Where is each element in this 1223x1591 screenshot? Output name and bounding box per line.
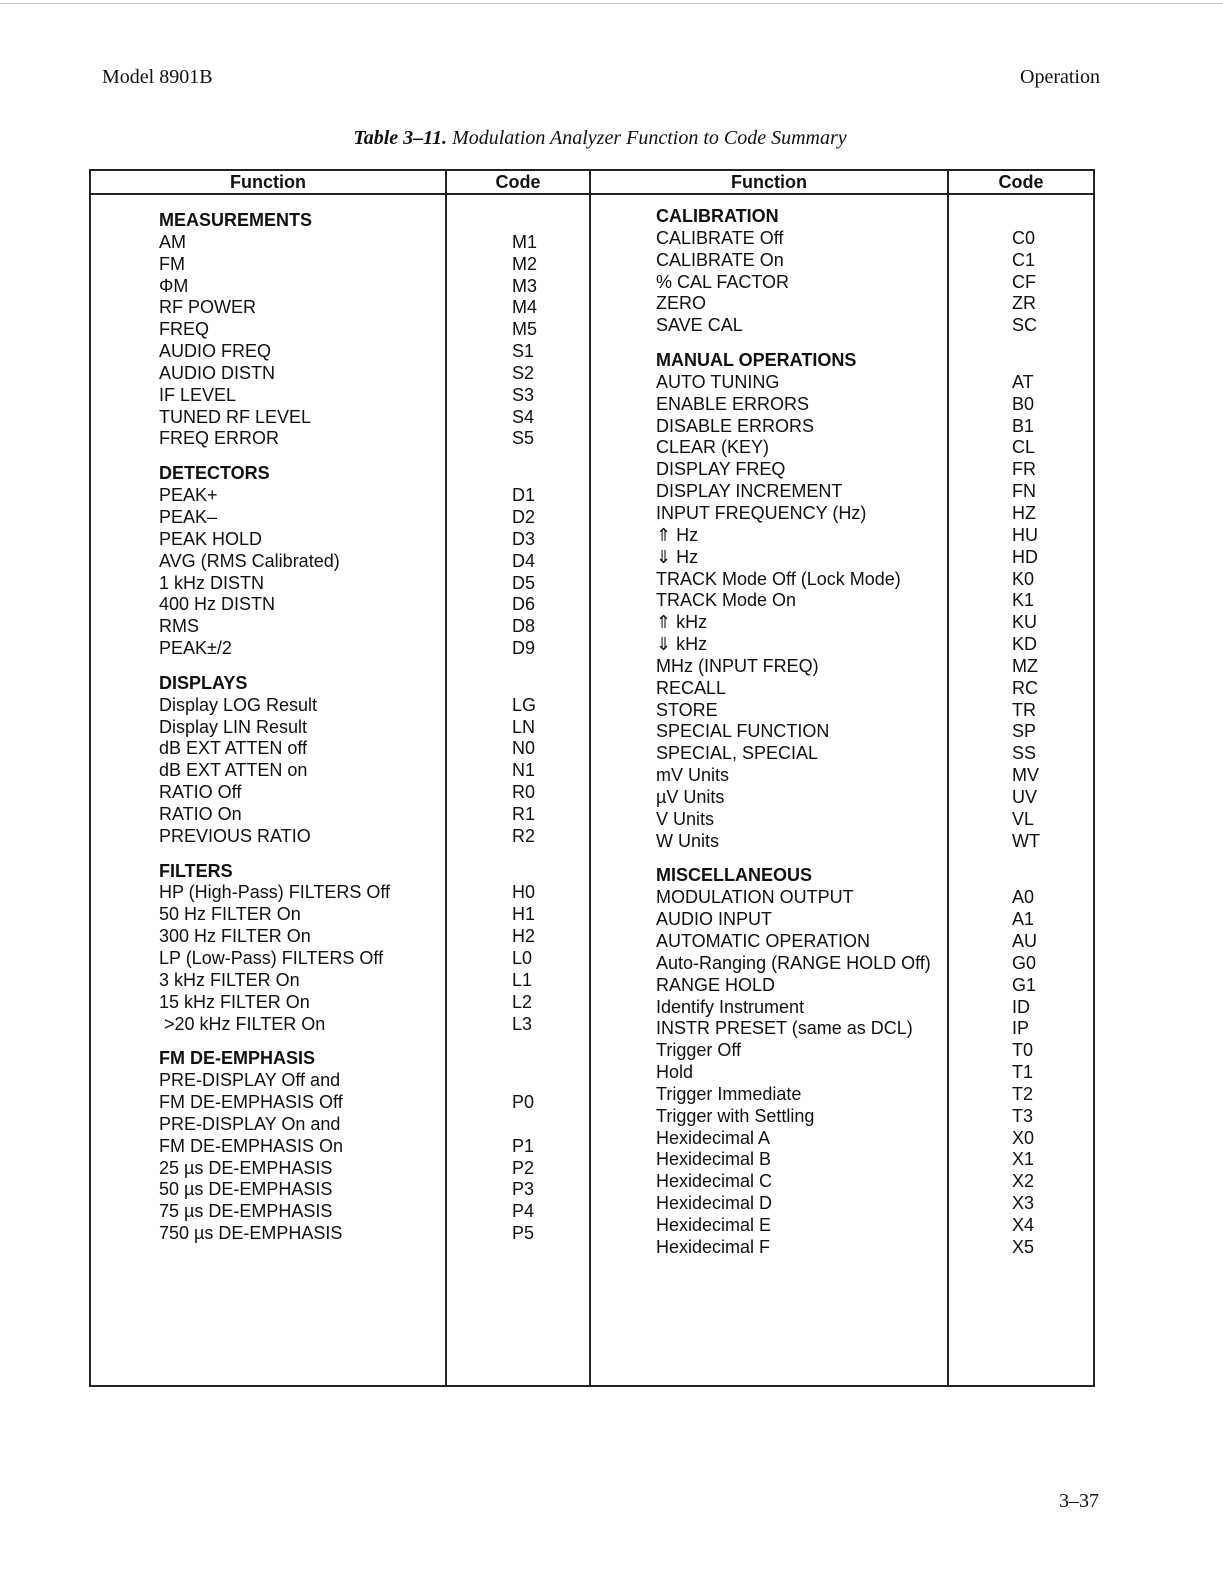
function-code: L1 <box>512 969 533 990</box>
function-name: Auto-Ranging (RANGE HOLD Off) <box>656 952 931 973</box>
function-name: IF LEVEL <box>159 384 237 405</box>
function-code: T1 <box>1012 1062 1034 1083</box>
function-code: B0 <box>1012 393 1035 414</box>
function-name: AUDIO DISTN <box>159 362 276 383</box>
function-name: 15 kHz FILTER On <box>159 991 310 1012</box>
function-name: ⇑ Hz <box>656 524 699 545</box>
function-name: PREVIOUS RATIO <box>159 825 311 846</box>
section-spacer <box>1012 337 1082 350</box>
function-code: S5 <box>512 428 535 449</box>
function-code: S4 <box>512 406 535 427</box>
function-code: P4 <box>512 1201 535 1222</box>
function-code: ID <box>1012 996 1030 1017</box>
function-code: HZ <box>1012 502 1036 523</box>
function-code: X2 <box>1012 1171 1035 1192</box>
function-name: CALIBRATE On <box>656 249 784 270</box>
function-name: FREQ <box>159 319 210 340</box>
function-name: RF POWER <box>159 297 256 318</box>
function-name: >20 kHz FILTER On <box>159 1013 326 1034</box>
section-spacer <box>1012 852 1082 865</box>
function-code: HU <box>1012 524 1038 545</box>
function-name: PEAK HOLD <box>159 528 263 549</box>
function-code: KU <box>1012 612 1038 633</box>
column-header-code-right: Code <box>998 172 1044 192</box>
table-title: Modulation Analyzer Function to Code Summary <box>452 127 847 149</box>
function-code: H2 <box>512 926 536 947</box>
function-code: T2 <box>1012 1083 1034 1104</box>
function-name: Hexidecimal C <box>656 1171 773 1192</box>
function-code: KD <box>1012 634 1038 655</box>
function-name: FM DE-EMPHASIS Off <box>159 1092 343 1113</box>
function-code: D3 <box>512 528 536 549</box>
function-code: H1 <box>512 904 536 925</box>
function-code: D5 <box>512 572 536 593</box>
function-name: Hexidecimal F <box>656 1236 771 1257</box>
function-name: PEAK±/2 <box>159 638 232 659</box>
function-code: MV <box>1012 765 1039 786</box>
function-code: TR <box>1012 699 1036 720</box>
function-code: R2 <box>512 825 536 846</box>
function-code: P2 <box>512 1157 535 1178</box>
function-code: RC <box>1012 677 1038 698</box>
function-code: X5 <box>1012 1236 1035 1257</box>
function-name: PRE-DISPLAY On and <box>159 1113 341 1134</box>
function-code: WT <box>1012 830 1040 851</box>
function-name: Identify Instrument <box>656 996 805 1017</box>
scan-top-edge <box>0 3 1223 4</box>
function-name: 50 Hz FILTER On <box>159 904 301 925</box>
page-number: 3–37 <box>1059 1490 1099 1512</box>
section-spacer <box>159 1035 439 1048</box>
function-name: FM <box>159 253 185 274</box>
function-code: X4 <box>1012 1214 1035 1235</box>
function-code <box>512 463 582 485</box>
function-name: 400 Hz DISTN <box>159 594 276 615</box>
function-code: M4 <box>512 297 538 318</box>
function-code: N0 <box>512 738 536 759</box>
function-name: 25 µs DE-EMPHASIS <box>159 1157 333 1178</box>
function-code: UV <box>1012 786 1038 807</box>
function-code <box>512 861 582 883</box>
function-name: FM DE-EMPHASIS On <box>159 1135 344 1156</box>
function-name: ⇓ kHz <box>656 634 708 655</box>
function-name: Hexidecimal D <box>656 1193 773 1214</box>
function-name: ⇑ kHz <box>656 612 708 633</box>
function-code: T0 <box>1012 1040 1034 1061</box>
function-name: DISPLAY FREQ <box>656 459 786 480</box>
function-name: MHz (INPUT FREQ) <box>656 655 819 676</box>
function-name: 1 kHz DISTN <box>159 572 265 593</box>
function-code: K0 <box>1012 568 1035 589</box>
function-name: Hexidecimal A <box>656 1127 771 1148</box>
section-spacer <box>656 337 946 350</box>
function-name: Trigger Off <box>656 1040 742 1061</box>
function-name: 750 µs DE-EMPHASIS <box>159 1223 343 1244</box>
function-code: CF <box>1012 271 1036 292</box>
function-code <box>512 210 582 232</box>
function-name: DISPLAY INCREMENT <box>656 481 843 502</box>
function-code: AT <box>1012 371 1034 392</box>
column-divider-1 <box>445 169 447 1387</box>
function-code <box>1012 865 1082 887</box>
header-rule <box>89 193 1095 195</box>
function-name: dB EXT ATTEN on <box>159 760 308 781</box>
left-code-list <box>512 210 582 1245</box>
function-name: Hexidecimal E <box>656 1214 772 1235</box>
function-name: 300 Hz FILTER On <box>159 926 311 947</box>
section-spacer <box>512 848 582 861</box>
function-code: S2 <box>512 362 535 383</box>
function-name: AVG (RMS Calibrated) <box>159 550 340 571</box>
function-code: P3 <box>512 1179 535 1200</box>
function-name: Hexidecimal B <box>656 1149 772 1170</box>
function-code: M5 <box>512 319 538 340</box>
right-function-list <box>656 206 946 1259</box>
function-name: 75 µs DE-EMPHASIS <box>159 1201 333 1222</box>
function-code <box>512 673 582 695</box>
function-name: RECALL <box>656 677 727 698</box>
function-code: R0 <box>512 782 536 803</box>
function-code: H0 <box>512 882 536 903</box>
function-name: Trigger with Settling <box>656 1105 815 1126</box>
function-name: PRE-DISPLAY Off and <box>159 1070 341 1091</box>
running-header-model: Model 8901B <box>102 66 213 88</box>
function-code: B1 <box>1012 415 1035 436</box>
section-spacer <box>512 660 582 673</box>
function-name: Display LOG Result <box>159 694 318 715</box>
left-function-list <box>159 210 439 1245</box>
function-name: CALIBRATE Off <box>656 227 784 248</box>
function-code: A0 <box>1012 887 1035 908</box>
section-spacer <box>159 848 439 861</box>
function-code: L0 <box>512 948 533 968</box>
function-code: S1 <box>512 341 535 362</box>
function-code: X0 <box>1012 1127 1035 1148</box>
function-code: SS <box>1012 743 1037 764</box>
column-header-function-right: Function <box>731 172 807 192</box>
table-number: Table 3–11. <box>353 127 448 149</box>
function-name: W Units <box>656 830 719 851</box>
function-name: mV Units <box>656 765 730 786</box>
function-code: FR <box>1012 459 1036 480</box>
function-name: µV Units <box>656 786 725 807</box>
section-spacer <box>512 450 582 463</box>
function-name: CLEAR (KEY) <box>656 437 770 458</box>
function-code: G0 <box>1012 952 1037 973</box>
function-code: SP <box>1012 721 1037 742</box>
function-code: FN <box>1012 481 1036 502</box>
function-code: LN <box>512 716 536 737</box>
function-name: dB EXT ATTEN off <box>159 738 308 759</box>
function-name: Hold <box>656 1062 694 1083</box>
function-name: RATIO On <box>159 803 242 824</box>
function-name: SAVE CAL <box>656 315 743 336</box>
function-code: P1 <box>512 1135 535 1156</box>
function-code: T3 <box>1012 1105 1034 1126</box>
function-code: L2 <box>512 991 533 1012</box>
section-heading: MEASUREMENTS <box>159 210 313 230</box>
function-name: % CAL FACTOR <box>656 271 790 292</box>
function-code: D6 <box>512 594 536 615</box>
column-header-code-left: Code <box>495 172 541 192</box>
function-code: P5 <box>512 1223 535 1244</box>
function-code: LG <box>512 694 537 715</box>
section-spacer <box>159 450 439 463</box>
function-name: RANGE HOLD <box>656 974 776 995</box>
function-code: D2 <box>512 506 536 527</box>
function-code: S3 <box>512 384 535 405</box>
function-name: RMS <box>159 616 199 637</box>
column-header-function-left: Function <box>230 172 306 192</box>
function-name: DISABLE ERRORS <box>656 415 815 436</box>
right-code-list <box>1012 206 1082 1259</box>
function-code: P0 <box>512 1092 535 1113</box>
section-spacer <box>159 660 439 673</box>
function-code: M2 <box>512 253 538 274</box>
section-heading: CALIBRATION <box>656 206 779 226</box>
function-code: MZ <box>1012 655 1038 676</box>
function-name: AM <box>159 231 186 252</box>
function-code: D4 <box>512 550 536 571</box>
function-code: C1 <box>1012 249 1036 270</box>
function-name: AUDIO FREQ <box>159 341 272 362</box>
section-heading: DISPLAYS <box>159 672 248 693</box>
function-code: CL <box>1012 437 1036 458</box>
running-header-section: Operation <box>1020 66 1100 88</box>
function-code <box>1012 206 1082 228</box>
section-heading: DETECTORS <box>159 463 270 484</box>
function-name: ENABLE ERRORS <box>656 393 810 414</box>
function-code: VL <box>1012 808 1035 829</box>
function-code <box>512 1114 582 1136</box>
section-heading: MISCELLANEOUS <box>656 865 813 886</box>
function-code: ZR <box>1012 293 1036 314</box>
function-name: MODULATION OUTPUT <box>656 887 854 908</box>
column-divider-3 <box>947 169 949 1387</box>
function-name: STORE <box>656 699 718 720</box>
section-heading: MANUAL OPERATIONS <box>656 350 857 371</box>
function-name: RATIO Off <box>159 782 242 803</box>
function-name: SPECIAL, SPECIAL <box>656 743 819 764</box>
function-name: Trigger Immediate <box>656 1083 802 1104</box>
function-code: M1 <box>512 231 538 252</box>
section-heading: FILTERS <box>159 860 233 881</box>
function-code: G1 <box>1012 974 1037 995</box>
function-name: INSTR PRESET (same as DCL) <box>656 1018 913 1039</box>
function-name: V Units <box>656 808 715 829</box>
function-name: TRACK Mode Off (Lock Mode) <box>656 568 901 589</box>
function-name: TRACK Mode On <box>656 590 797 611</box>
function-code: IP <box>1012 1018 1030 1039</box>
function-name: PEAK+ <box>159 485 218 506</box>
function-code: X1 <box>1012 1149 1035 1170</box>
function-name: PEAK– <box>159 506 218 527</box>
function-name: ΦM <box>159 275 189 296</box>
section-spacer <box>512 1035 582 1048</box>
column-divider-2 <box>589 169 591 1387</box>
function-code: X3 <box>1012 1193 1035 1214</box>
function-name: FREQ ERROR <box>159 428 280 449</box>
function-name: AUTO TUNING <box>656 371 780 392</box>
function-name: HP (High-Pass) FILTERS Off <box>159 882 391 903</box>
function-name: 3 kHz FILTER On <box>159 969 300 990</box>
function-code: AU <box>1012 931 1038 951</box>
function-code: K1 <box>1012 590 1035 611</box>
section-heading: FM DE-EMPHASIS <box>159 1048 316 1069</box>
function-name: TUNED RF LEVEL <box>159 406 312 427</box>
function-name: AUTOMATIC OPERATION <box>656 931 871 951</box>
function-code: D9 <box>512 638 536 659</box>
function-name: ⇓ Hz <box>656 546 699 567</box>
function-code: N1 <box>512 760 536 781</box>
function-code <box>1012 350 1082 372</box>
function-code: L3 <box>512 1013 533 1034</box>
function-code: C0 <box>1012 227 1036 248</box>
function-code <box>512 1048 582 1070</box>
function-code: HD <box>1012 546 1038 567</box>
function-code: D8 <box>512 616 536 637</box>
function-name: INPUT FREQUENCY (Hz) <box>656 502 867 523</box>
function-code <box>512 1070 582 1092</box>
function-name: 50 µs DE-EMPHASIS <box>159 1179 333 1200</box>
section-spacer <box>656 852 946 865</box>
function-code: SC <box>1012 315 1038 336</box>
function-name: ZERO <box>656 293 707 314</box>
function-name: AUDIO INPUT <box>656 909 773 930</box>
table-caption <box>0 127 1200 150</box>
function-code: D1 <box>512 485 536 506</box>
function-code: M3 <box>512 275 538 296</box>
function-code: A1 <box>1012 909 1035 930</box>
function-name: LP (Low-Pass) FILTERS Off <box>159 948 384 968</box>
function-code: R1 <box>512 803 536 824</box>
function-name: SPECIAL FUNCTION <box>656 721 830 742</box>
function-name: Display LIN Result <box>159 716 308 737</box>
